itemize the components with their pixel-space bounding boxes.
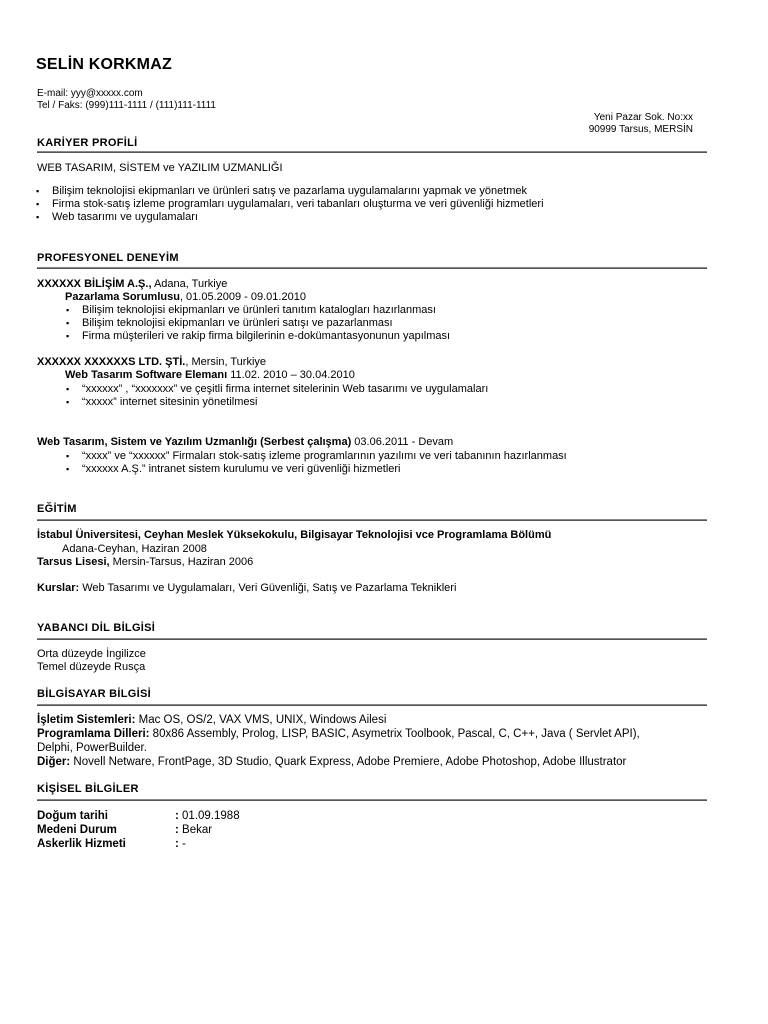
section-divider [37,519,707,521]
job-3-header [37,436,453,449]
personal-value: 01.09.1988 [182,810,240,822]
job-2-location: , Mersin, Turkiye [185,356,267,368]
section-title-computer: BİLGİSAYAR BİLGİSİ [37,688,151,700]
list-item: ▪ Web tasarımı ve uygulamaları [34,211,544,224]
list-item: ▪ “xxxxxx A.Ş.” intranet sistem kurulumu ve veri güvenliği hizmetleri [64,463,567,476]
personal-value: Bekar [182,824,213,836]
language-1: Orta düzeyde İngilizce [37,648,146,660]
school-1: İstabul Üniversitesi, Ceyhan Meslek Yüksekokulu, Bilgisayar Teknolojisi vce Programlama Bölümü [37,529,552,541]
job-2-role: Web Tasarım Software Elemanı [65,369,228,381]
other-line [37,756,626,769]
school-1-detail: Adana-Ceyhan, Haziran 2008 [62,543,207,555]
courses: Web Tasarımı ve Uygulamaları, Veri Güvenliği, Satış ve Pazarlama Teknikleri [79,582,457,594]
school-2: Tarsus Lisesi, [37,556,110,568]
job-3-list [64,450,567,476]
personal-label: Doğum tarihi [37,810,108,822]
personal-label: Askerlik Hizmeti [37,838,126,850]
section-title-career: KARİYER PROFİLİ [37,137,138,149]
section-divider [37,267,707,269]
job-1-dates: , 01.05.2009 - 09.01.2010 [179,291,306,303]
job-1-location: Adana, Turkiye [151,278,228,290]
list-item: ▪ Bilişim teknolojisi ekipmanları ve ürünleri satış ve pazarlama uygulamalarını yapmak ve yönetmek [34,185,544,198]
job-2-role-line [65,369,355,382]
section-title-experience: PROFESYONEL DENEYİM [37,252,179,264]
address-line-2: 90999 Tarsus, MERSİN [588,124,693,135]
section-title-personal: KİŞİSEL BİLGİLER [37,783,139,795]
other-label: Diğer: [37,756,71,768]
job-1-header [37,278,227,291]
list-item: ▪ Firma stok-satış izleme programları uygulamaları, veri tabanları oluşturma ve veri güvenliği hizmetleri [34,198,544,211]
job-1-list [64,304,450,343]
school-2-line [37,556,253,569]
list-item: ▪ “xxxxxx” , “xxxxxxx” ve çeşitli firma internet sitelerinin Web tasarımı ve uygulamaları [64,383,488,396]
job-1-role: Pazarlama Sorumlusu [65,291,180,303]
phone-fax: Tel / Faks: (999)111-1111 / (111)111-1111 [37,100,216,111]
prog-line [37,728,640,741]
school-2-detail: Mersin-Tarsus, Haziran 2006 [109,556,254,568]
other-value: Novell Netware, FrontPage, 3D Studio, Quark Express, Adobe Premiere, Adobe Photoshop, Adobe Illustrator [70,756,627,768]
personal-value: - [182,838,186,850]
candidate-name: SELİN KORKMAZ [36,56,172,73]
job-2-header [37,356,266,369]
personal-label: Medeni Durum [37,824,117,836]
personal-row-military: Askerlik Hizmeti : - [37,838,186,850]
courses-label: Kurslar: [37,582,80,594]
job-1-role-line [65,291,306,304]
os-value: Mac OS, OS/2, VAX VMS, UNIX, Windows Ailesi [135,714,387,726]
job-3-title: Web Tasarım, Sistem ve Yazılım Uzmanlığı (Serbest çalışma) [37,436,352,448]
list-item: ▪ Bilişim teknolojisi ekipmanları ve ürünleri satışı ve pazarlanması [64,317,450,330]
prog-line-cont: Delphi, PowerBuilder. [37,742,147,754]
address-line-1: Yeni Pazar Sok. No:xx [593,112,693,123]
email: E-mail: yyy@xxxxx.com [37,88,143,99]
personal-row-marital: Medeni Durum : Bekar [37,824,213,836]
list-item: ▪ Bilişim teknolojisi ekipmanları ve ürünleri tanıtım katalogları hazırlanması [64,304,450,317]
section-title-languages: YABANCI DİL BİLGİSİ [37,622,156,634]
section-divider [37,151,707,153]
section-title-education: EĞİTİM [37,503,77,515]
job-1-company: XXXXXX BİLİŞİM A.Ş., [37,278,152,290]
courses-line [37,582,456,595]
section-divider [37,638,707,640]
os-line [37,714,386,727]
section-divider [37,704,707,706]
career-list [34,185,544,224]
list-item: ▪ “xxxx” ve “xxxxxx” Firmaları stok-satış izleme programlarının yazılımı ve veri tabanının hazırlanması [64,450,567,463]
list-item: ▪ Firma müşterileri ve rakip firma bilgilerinin e-dokümantasyonunun yapılması [64,330,450,343]
language-2: Temel düzeyde Rusça [37,661,146,673]
prog-value: 80x86 Assembly, Prolog, LISP, BASIC, Asymetrix Toolbook, Pascal, C, C++, Java ( Servlet API), [149,728,640,740]
prog-label: Programlama Dilleri: [37,728,150,740]
career-subtitle: WEB TASARIM, SİSTEM ve YAZILIM UZMANLIĞI [37,162,283,174]
section-divider [37,799,707,801]
job-2-list [64,383,488,409]
job-2-company: XXXXXX XXXXXXS LTD. ŞTİ. [37,356,186,368]
list-item: ▪ “xxxxx” internet sitesinin yönetilmesi [64,396,488,409]
job-3-dates: 03.06.2011 - Devam [351,436,454,448]
os-label: İşletim Sistemleri: [37,714,136,726]
personal-row-birthdate: Doğum tarihi : 01.09.1988 [37,810,240,822]
job-2-dates: 11.02. 2010 – 30.04.2010 [227,369,355,381]
